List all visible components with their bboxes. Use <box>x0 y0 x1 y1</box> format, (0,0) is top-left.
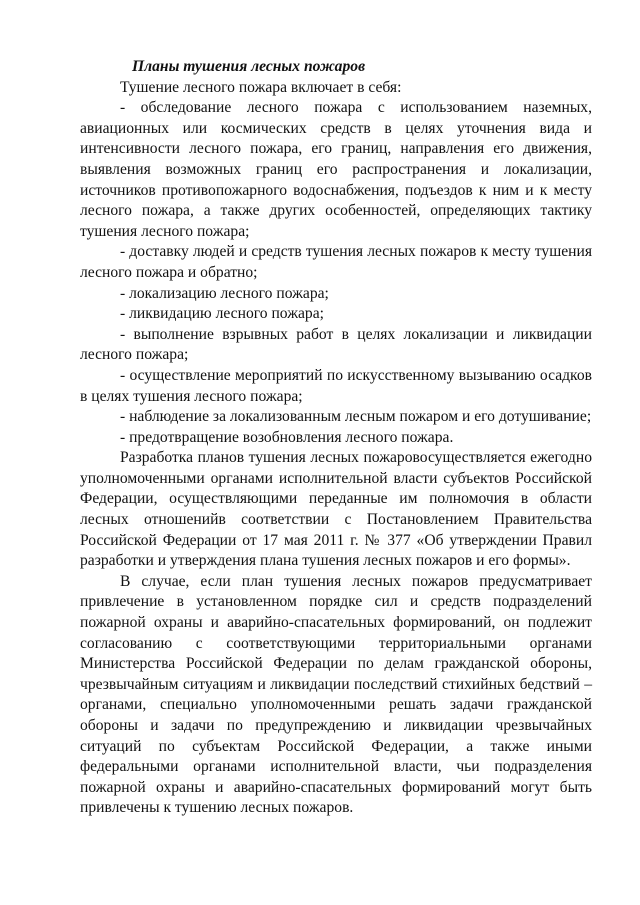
list-item: - выполнение взрывных работ в целях локализации и ликвидации лесного пожара; <box>80 325 592 364</box>
intro-paragraph: Тушение лесного пожара включает в себя: <box>120 78 402 96</box>
paragraph-plan-approval: В случае, если план тушения лесных пожаров предусматривает привлечение в установленном порядке сил и средств подразделений пожарной охраны и аварийно-спасательных формирований, он подлежит согласованию с соответствующими территориальными органами Министерства Российской Федерации по делам гражданской обороны, чрезвычайным ситуациям и ликвидации последствий стихийных бедствий – органами, специально уполномоченными решать задачи гражданской обороны и задачи по предупреждению и ликвидации чрезвычайных ситуаций по субъектам Российской Федерации, а также иными федеральными органами исполнительной власти, чьи подразделения пожарной охраны и аварийно-спасательных формирований могут быть привлечены к тушению лесных пожаров. <box>80 572 592 817</box>
list-item: - наблюдение за локализованным лесным пожаром и его дотушивание; <box>120 408 592 426</box>
list-item: - осуществление мероприятий по искусственному вызыванию осадков в целях тушения лесного пожара; <box>80 366 592 405</box>
paragraph-plan-development: Разработка планов тушения лесных пожаровосуществляется ежегодно уполномоченными органами исполнительной власти субъектов Российской Федерации, осуществляющими переданные им полномочия в области лесных отношенийв соответствии с Постановлением Правительства Российской Федерации от 17 мая 2011 г. № 377 «Об утверждении Правил разработки и утверждения плана тушения лесных пожаров и его формы». <box>80 449 592 570</box>
list-item: - доставку людей и средств тушения лесных пожаров к месту тушения лесного пожара и обратно; <box>80 243 592 281</box>
list-item: - ликвидацию лесного пожара; <box>120 305 324 323</box>
list-item: - предотвращение возобновления лесного пожара. <box>120 428 454 446</box>
document-page <box>80 57 592 819</box>
section-title: Планы тушения лесных пожаров <box>132 58 366 75</box>
list-item: - обследование лесного пожара с использованием наземных, авиационных или космических средств в целях уточнения вида и интенсивности лесного пожара, его границ, направления его движения, выявления возможных границ его распространения и локализации, источников противопожарного водоснабжения, подъездов к ним и к месту лесного пожара, а также других особенностей, определяющих тактику тушения лесного пожара; <box>80 99 592 240</box>
list-item: - локализацию лесного пожара; <box>120 284 329 302</box>
